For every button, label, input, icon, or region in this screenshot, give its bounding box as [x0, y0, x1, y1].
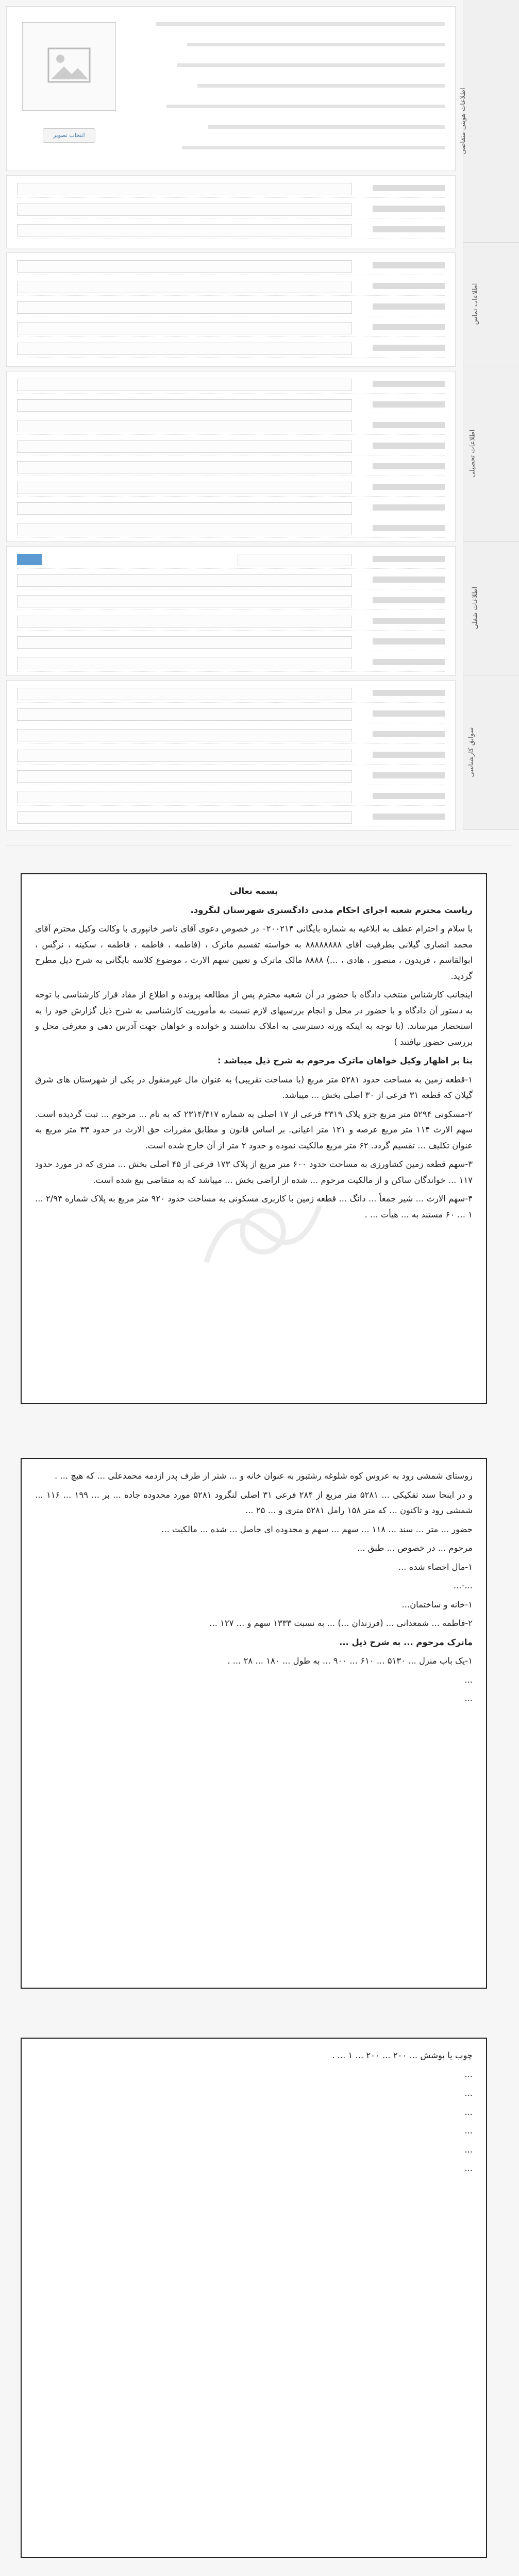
text-field[interactable]: [17, 770, 352, 783]
text-field[interactable]: [17, 574, 352, 587]
section-sidebar: [459, 0, 519, 829]
letter-paragraph: ...: [464, 2144, 473, 2155]
choose-photo-button[interactable]: انتخاب تصویر: [43, 128, 95, 143]
field-line: [208, 125, 445, 129]
form-row: [17, 686, 445, 703]
submit-button[interactable]: [17, 554, 42, 565]
text-field[interactable]: [17, 281, 352, 293]
sidebar-item-label: سوابق کارشناسی: [467, 727, 476, 777]
field-line: [182, 146, 445, 149]
form-row: [17, 809, 445, 826]
sidebar-item-experience[interactable]: [463, 675, 519, 830]
text-field[interactable]: [17, 399, 352, 412]
contact-form: [6, 252, 456, 367]
form-row: [17, 418, 445, 435]
form-row: [17, 459, 445, 476]
form-row: [17, 706, 445, 723]
text-field[interactable]: [17, 502, 352, 515]
form-row: [17, 748, 445, 765]
profile-card: [6, 6, 456, 171]
text-field[interactable]: [238, 554, 352, 566]
form-row: [17, 634, 445, 651]
letter-paragraph: ...: [464, 2069, 473, 2079]
letter-list-item: ۴-سهم الارث ... شیر جمعاً ... دانگ ... قطعه زمین با کاربری مسکونی به مساحت حدود ۹۲۰ متر مربع به پلاک شماره ۲/۹۴ ... ۱ ... ۶۰ مستند به ... هیأت ... .: [35, 1194, 473, 1219]
sidebar-item-identity[interactable]: [459, 0, 519, 243]
avatar: [22, 22, 116, 111]
report-page-3: [21, 2038, 487, 2558]
sidebar-item-job[interactable]: [463, 541, 519, 675]
form-row: [17, 299, 445, 316]
identity-form: [6, 175, 456, 248]
letter-paragraph: ...: [464, 2088, 473, 2098]
form-row: [17, 438, 445, 455]
image-placeholder-icon: [46, 43, 92, 90]
form-row: [17, 789, 445, 806]
text-field[interactable]: [17, 379, 352, 391]
job-form: [6, 546, 456, 676]
letter-paragraph: بنا بر اظهار وکیل خواهان ماترک مرحوم به شرح ذیل میباشد :: [217, 1056, 473, 1065]
text-field[interactable]: [17, 224, 352, 236]
education-form: [6, 371, 456, 542]
text-field[interactable]: [17, 482, 352, 494]
letter-addressee: ریاست محترم شعبه اجرای احکام مدنی دادگستری شهرستان لنگرود.: [190, 905, 473, 915]
text-field[interactable]: [17, 183, 352, 195]
sidebar-item-contact[interactable]: [463, 242, 519, 366]
letter-list-item: ۱-قطعه زمین به مساحت حدود ۵۲۸۱ متر مربع (با مساحت تقریبی) به عنوان مال غیرمنقول در یکی از شهرستان های شرق گیلان که قطعه ۳۱ فرعی از ۳۰ اصلی بخش ... میباشد.: [35, 1074, 473, 1100]
letter-paragraph: با سلام و احترام عطف به ابلاغیه به شماره بایگانی ۰۲۰۰۲۱۴ در خصوص دعوی آقای ناصر خانپوری با وکالت وکیل محترم آقای محمد انصاری گیلانی بطرفیت آقای ۸۸۸۸۸۸۸۸ به خواسته تقسیم ماترک ، (فاطمه ، فاطمه ، فاطمه ، سکینه ، نرگس ، ابوالقاسم ، فریدون ، منصور ، هادی ، ...) ۸۸۸۸ مالک ماترک و تعیین سهم الارث ، موضوع کلاسه بایگانی به شرح ذیل مطرح گردید.: [35, 924, 473, 981]
text-field[interactable]: [17, 595, 352, 607]
field-line: [177, 63, 445, 67]
field-line: [197, 84, 445, 88]
text-field[interactable]: [17, 322, 352, 334]
letter-paragraph: ۱-مال احصاء شده ...: [398, 1562, 473, 1572]
text-field[interactable]: [17, 301, 352, 314]
letter-list-item: ۲-فاطمه ... شمعدانی ... (فرزندان ...) ... به نسبت ۱۳۳۳ سهم و ... ۱۲۷ ...: [209, 1618, 473, 1628]
text-field[interactable]: [17, 708, 352, 721]
form-row: [17, 222, 445, 239]
text-field[interactable]: [17, 636, 352, 649]
report-page-1: [21, 873, 487, 1404]
text-field[interactable]: [17, 688, 352, 700]
letter-list-item: ...: [464, 1674, 473, 1685]
sidebar-item-label: اطلاعات تماس: [472, 283, 480, 325]
letter-paragraph: ...: [464, 2163, 473, 2173]
letter-paragraph: ...-...: [453, 1581, 473, 1590]
text-field[interactable]: [17, 729, 352, 741]
form-row: [17, 320, 445, 337]
form-row: [17, 258, 445, 275]
letter-list-item: ۱-خانه و ساختمان...: [401, 1599, 473, 1609]
form-row: [17, 480, 445, 497]
text-field[interactable]: [17, 791, 352, 803]
sidebar-item-label: اطلاعات هویتی متقاضی: [459, 88, 467, 155]
text-field[interactable]: [17, 440, 352, 453]
form-row: [17, 201, 445, 218]
letter-list-item: ...: [464, 1693, 473, 1703]
field-line: [156, 22, 445, 26]
letter-paragraph: و در اینجا سند تفکیکی ... ۵۲۸۱ متر مربع از ۲۸۴ فرعی ۳۱ اصلی لنگرود ۵۲۸۱ مورد محدوده جاده ... بر ... ۱۹۹ ... ۱۱۶ ... شمشی رود و تاکنون ... که متر ۱۵۸ رامل ۵۲۸۱ متری و ... ۲۵ ...: [35, 1489, 473, 1515]
form-row: [17, 655, 445, 672]
text-field[interactable]: [17, 750, 352, 762]
field-line: [187, 43, 445, 46]
text-field[interactable]: [17, 811, 352, 824]
form-row: [17, 521, 445, 538]
experience-form: [6, 680, 456, 831]
text-field[interactable]: [17, 523, 352, 535]
letter-list-item: ۳-سهم قطعه زمین کشاورزی به مساحت حدود ۶۰۰ متر مربع از پلاک ۱۷۳ فرعی از ۴۵ اصلی بخش ... متری که در مورد حدود ۱۱۷ ... خواندگان ساکن و از مالکیت مرحوم ... شده از اراضی بخش ... میباشد که به متقاضی بیع شده است.: [35, 1159, 473, 1185]
form-row: [17, 614, 445, 631]
sidebar-item-label: اطلاعات شغلی: [471, 586, 479, 630]
form-row: [17, 727, 445, 744]
report-page-2: [21, 1458, 487, 1989]
form-row: [17, 552, 445, 569]
field-line: [166, 105, 445, 108]
letter-paragraph: حضور ... متر ... سند ... ۱۱۸ ... سهم ... سهم و محدوده ای حاصل ... شده ... مالکیت ...: [161, 1524, 473, 1534]
letter-paragraph: اینجانب کارشناس منتخب دادگاه با حضور در آن شعبه محترم پس از مطالعه پرونده و اطلاع از مفاد قرار کارشناسی با توجه به دستور آن دادگاه و با حضور در محل و انجام بررسیهای لازم نسبت به مأموریت کارشناسی به شرح ذیل گزارش خود را به استحضار میرساند. (با توجه به اینکه ورثه دسترسی به املاک نداشتند و خوانده و خواهان جهت آدرس دهی و معرفی محل و بررسی حضور نیافتند ): [35, 990, 473, 1047]
text-field[interactable]: [17, 260, 352, 273]
form-row: [17, 279, 445, 296]
form-row: [17, 341, 445, 358]
letter-list-item: ماترک مرحوم ... به شرح ذیل ...: [339, 1637, 473, 1647]
letter-paragraph: مرحوم ... در خصوص ... طبق ...: [357, 1543, 473, 1553]
letter-heading: بسمه تعالی: [229, 886, 278, 896]
form-row: [17, 181, 445, 198]
text-field[interactable]: [17, 420, 352, 432]
form-row: [17, 377, 445, 394]
letter-paragraph: روستای شمشی رود به عروس کوه شلوغه رشتبور به عنوان خانه و ... شتر از طرف پدر ازدمه محمدعلی ... که هیچ ... .: [54, 1471, 473, 1481]
text-field[interactable]: [17, 616, 352, 628]
form-row: [17, 397, 445, 414]
text-field[interactable]: [17, 204, 352, 216]
text-field[interactable]: [17, 461, 352, 473]
text-field[interactable]: [17, 657, 352, 669]
letter-list-item: ۲-مسکونی ۵۲۹۴ متر مربع جزو پلاک ۳۳۱۹ فرعی از ۱۷ اصلی به شماره ۲۳۱۴/۳۱۷ که به نام ... مرحوم ... ثبت گردیده است. سهم الارث ۱۱۴ متر مربع عرصه و ۱۲۱ متر اعیانی. بر اساس قانون و مطابق مقررات حق الارث در حدود ۳۳ متر مربع به عنوان تکلیف ... تقسیم گردد. ۶۲ متر مربع مالکیت نموده و حدود ۲ متر از آن خارج شده است.: [35, 1109, 473, 1150]
letter-paragraph: ...: [464, 2107, 473, 2117]
form-row: [17, 593, 445, 610]
letter-list-item: ۱-یک باب منزل ... ۵۱۳۰ ... ۶۱۰ ... ۹۰۰ ... به طول ... ۱۸۰ ... ۲۸ ... .: [227, 1656, 473, 1666]
form-row: [17, 768, 445, 785]
text-field[interactable]: [17, 343, 352, 355]
sidebar-item-label: اطلاعات تحصیلی: [468, 429, 477, 478]
sidebar-item-education[interactable]: [463, 366, 519, 541]
letter-paragraph: ...: [464, 2126, 473, 2136]
form-row: [17, 572, 445, 589]
letter-paragraph: چوب یا پوشش ... ۲۰۰ ... ۲۰۰ ... ۱ ... .: [332, 2050, 473, 2060]
form-row: [17, 500, 445, 517]
